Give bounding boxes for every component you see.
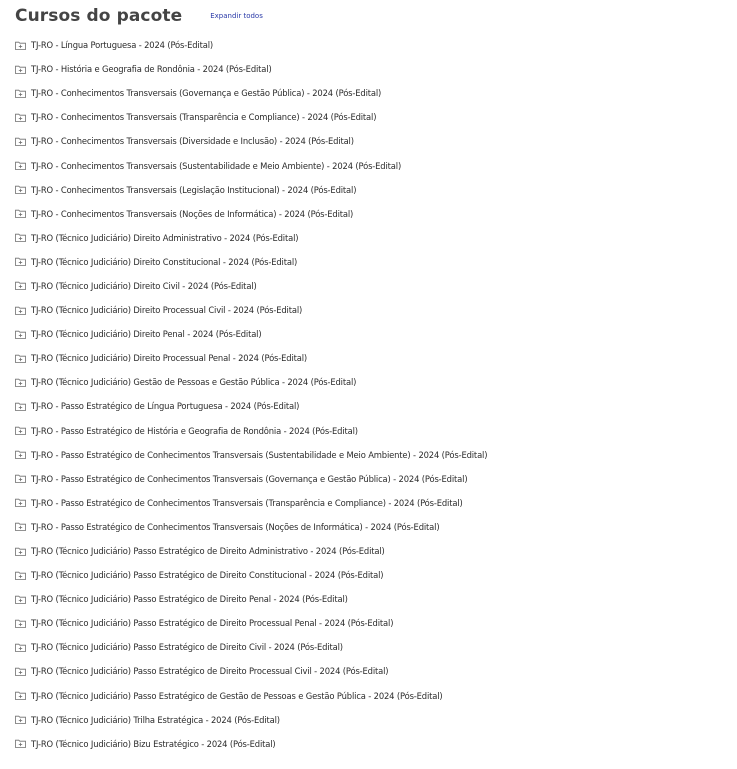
folder-plus-icon[interactable]	[15, 547, 26, 556]
folder-plus-icon[interactable]	[15, 65, 26, 74]
folder-plus-icon[interactable]	[15, 113, 26, 122]
course-item[interactable]	[15, 419, 487, 443]
folder-plus-icon[interactable]	[15, 41, 26, 50]
course-label[interactable]: TJ-RO (Técnico Judiciário) Direito Penal - 2024 (Pós-Edital)	[31, 329, 262, 340]
course-item[interactable]	[15, 708, 487, 732]
course-label[interactable]: TJ-RO - Passo Estratégico de Conhecimentos Transversais (Sustentabilidade e Meio Ambiente) - 2024 (Pós-Edital)	[31, 449, 488, 460]
course-label[interactable]: TJ-RO - Passo Estratégico de História e Geografia de Rondônia - 2024 (Pós-Edital)	[31, 425, 358, 436]
course-item[interactable]	[15, 563, 487, 587]
course-item[interactable]	[15, 732, 487, 756]
course-list	[15, 33, 487, 756]
course-item[interactable]	[15, 515, 487, 539]
course-label[interactable]: TJ-RO (Técnico Judiciário) Passo Estratégico de Gestão de Pessoas e Gestão Pública - 2024 (Pós-Edital)	[31, 690, 443, 701]
folder-plus-icon[interactable]	[15, 402, 26, 411]
folder-plus-icon[interactable]	[15, 739, 26, 748]
course-item[interactable]	[15, 81, 487, 105]
folder-plus-icon[interactable]	[15, 691, 26, 700]
course-item[interactable]	[15, 635, 487, 659]
course-label[interactable]: TJ-RO - Conhecimentos Transversais (Transparência e Compliance) - 2024 (Pós-Edital)	[31, 112, 377, 123]
course-label[interactable]: TJ-RO (Técnico Judiciário) Direito Civil - 2024 (Pós-Edital)	[31, 280, 257, 291]
course-item[interactable]	[15, 394, 487, 418]
course-item[interactable]	[15, 202, 487, 226]
course-item[interactable]	[15, 587, 487, 611]
folder-plus-icon[interactable]	[15, 378, 26, 387]
course-label[interactable]: TJ-RO - Passo Estratégico de Conhecimentos Transversais (Noções de Informática) - 2024 (Pós-Edital)	[31, 521, 440, 532]
course-label[interactable]: TJ-RO (Técnico Judiciário) Bizu Estratégico - 2024 (Pós-Edital)	[31, 738, 276, 749]
folder-plus-icon[interactable]	[15, 161, 26, 170]
course-label[interactable]: TJ-RO - Conhecimentos Transversais (Sustentabilidade e Meio Ambiente) - 2024 (Pós-Edital)	[31, 160, 402, 171]
folder-plus-icon[interactable]	[15, 209, 26, 218]
course-label[interactable]: TJ-RO - Conhecimentos Transversais (Governança e Gestão Pública) - 2024 (Pós-Edital)	[31, 88, 382, 99]
course-label[interactable]: TJ-RO (Técnico Judiciário) Passo Estratégico de Direito Administrativo - 2024 (Pós-Edital)	[31, 546, 385, 557]
course-item[interactable]	[15, 370, 487, 394]
folder-plus-icon[interactable]	[15, 498, 26, 507]
course-label[interactable]: TJ-RO (Técnico Judiciário) Gestão de Pessoas e Gestão Pública - 2024 (Pós-Edital)	[31, 377, 357, 388]
folder-plus-icon[interactable]	[15, 137, 26, 146]
course-label[interactable]: TJ-RO - Passo Estratégico de Conhecimentos Transversais (Transparência e Compliance) - 2024 (Pós-Edital)	[31, 497, 463, 508]
folder-plus-icon[interactable]	[15, 595, 26, 604]
course-label[interactable]: TJ-RO (Técnico Judiciário) Trilha Estratégica - 2024 (Pós-Edital)	[31, 714, 280, 725]
course-item[interactable]	[15, 105, 487, 129]
course-label[interactable]: TJ-RO (Técnico Judiciário) Direito Constitucional - 2024 (Pós-Edital)	[31, 256, 298, 267]
folder-plus-icon[interactable]	[15, 571, 26, 580]
course-item[interactable]	[15, 611, 487, 635]
page-header	[15, 6, 263, 26]
course-label[interactable]: TJ-RO - Passo Estratégico de Língua Portuguesa - 2024 (Pós-Edital)	[31, 401, 300, 412]
folder-plus-icon[interactable]	[15, 426, 26, 435]
course-label[interactable]: TJ-RO (Técnico Judiciário) Direito Administrativo - 2024 (Pós-Edital)	[31, 232, 299, 243]
course-item[interactable]	[15, 684, 487, 708]
course-item[interactable]	[15, 659, 487, 683]
course-item[interactable]	[15, 491, 487, 515]
course-label[interactable]: TJ-RO - História e Geografia de Rondônia - 2024 (Pós-Edital)	[31, 64, 272, 75]
page-title: Cursos do pacote	[15, 6, 183, 26]
folder-plus-icon[interactable]	[15, 281, 26, 290]
folder-plus-icon[interactable]	[15, 330, 26, 339]
course-item[interactable]	[15, 298, 487, 322]
course-item[interactable]	[15, 57, 487, 81]
course-item[interactable]	[15, 322, 487, 346]
course-label[interactable]: TJ-RO (Técnico Judiciário) Direito Processual Penal - 2024 (Pós-Edital)	[31, 353, 308, 364]
course-item[interactable]	[15, 346, 487, 370]
course-label[interactable]: TJ-RO - Conhecimentos Transversais (Legislação Institucional) - 2024 (Pós-Edital)	[31, 184, 357, 195]
course-item[interactable]	[15, 226, 487, 250]
course-label[interactable]: TJ-RO - Língua Portuguesa - 2024 (Pós-Edital)	[31, 40, 214, 51]
course-label[interactable]: TJ-RO - Passo Estratégico de Conhecimentos Transversais (Governança e Gestão Pública) - 2024 (Pós-Edital)	[31, 473, 468, 484]
course-label[interactable]: TJ-RO (Técnico Judiciário) Passo Estratégico de Direito Civil - 2024 (Pós-Edital)	[31, 642, 343, 653]
folder-plus-icon[interactable]	[15, 233, 26, 242]
course-label[interactable]: TJ-RO (Técnico Judiciário) Passo Estratégico de Direito Constitucional - 2024 (Pós-Edital)	[31, 570, 384, 581]
folder-plus-icon[interactable]	[15, 257, 26, 266]
course-item[interactable]	[15, 539, 487, 563]
expand-all-link[interactable]: Expandir todos	[210, 12, 263, 20]
course-label[interactable]: TJ-RO (Técnico Judiciário) Direito Processual Civil - 2024 (Pós-Edital)	[31, 305, 303, 316]
course-item[interactable]	[15, 443, 487, 467]
folder-plus-icon[interactable]	[15, 619, 26, 628]
course-label[interactable]: TJ-RO (Técnico Judiciário) Passo Estratégico de Direito Penal - 2024 (Pós-Edital)	[31, 594, 348, 605]
course-item[interactable]	[15, 33, 487, 57]
folder-plus-icon[interactable]	[15, 354, 26, 363]
course-label[interactable]: TJ-RO (Técnico Judiciário) Passo Estratégico de Direito Processual Penal - 2024 (Pós-Edital)	[31, 618, 394, 629]
folder-plus-icon[interactable]	[15, 474, 26, 483]
course-item[interactable]	[15, 250, 487, 274]
course-label[interactable]: TJ-RO - Conhecimentos Transversais (Noções de Informática) - 2024 (Pós-Edital)	[31, 208, 354, 219]
course-item[interactable]	[15, 467, 487, 491]
folder-plus-icon[interactable]	[15, 667, 26, 676]
folder-plus-icon[interactable]	[15, 89, 26, 98]
folder-plus-icon[interactable]	[15, 306, 26, 315]
folder-plus-icon[interactable]	[15, 715, 26, 724]
folder-plus-icon[interactable]	[15, 450, 26, 459]
course-label[interactable]: TJ-RO - Conhecimentos Transversais (Diversidade e Inclusão) - 2024 (Pós-Edital)	[31, 136, 354, 147]
course-item[interactable]	[15, 274, 487, 298]
course-item[interactable]	[15, 153, 487, 177]
course-label[interactable]: TJ-RO (Técnico Judiciário) Passo Estratégico de Direito Processual Civil - 2024 (Pós-Edital)	[31, 666, 389, 677]
course-item[interactable]	[15, 129, 487, 153]
folder-plus-icon[interactable]	[15, 643, 26, 652]
folder-plus-icon[interactable]	[15, 185, 26, 194]
folder-plus-icon[interactable]	[15, 522, 26, 531]
course-item[interactable]	[15, 178, 487, 202]
